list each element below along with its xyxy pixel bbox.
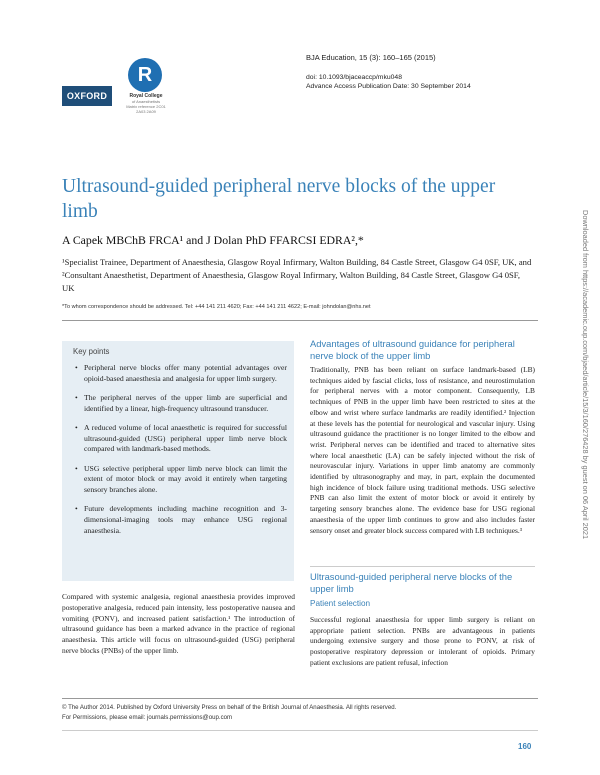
section-body-advantages: Traditionally, PNB has been reliant on surface landmark-based (LB) techniques aided by fascial clicks, loss of resistance, and neurostimulation for peripheral nerves with a motor component. Consequently, LB techniques of PNB in the upper limb have been restricted to sites at the elbow and wrist where surface landmarks are readily identified.² Injection at these levels has the potential for neurological and vascular injury. Using ultrasound guidance the practitioner is no longer limited to the elbow and wrist. Peripheral nerves can be identified and traced to alternative sites where local anaesthetic (LA) can be safely injected without the risk of neurovascular injury. Variations in upper limb anatomy are commonly identified by ultrasonography and may, in part, explain the documented high incidence of block failure using traditional methods. USG selective PNB can also limit the extent of motor block or avoid it entirely by targeting sensory branches alone. The evidence base for USG regional anaesthesia of the upper limb continues to grow and also includes faster sensory onset and greater block success compared with LB techniques.³ (310, 365, 535, 535)
section-heading-usg-blocks: Ultrasound-guided peripheral nerve blocks of the upper limb (310, 571, 513, 594)
key-point-item: • Peripheral nerve blocks offer many potential advantages over opioid-based anaesthesia and analgesia for upper limb surgery. (84, 363, 287, 384)
divider (62, 320, 538, 321)
article-title: Ultrasound-guided peripheral nerve blocks of the upper limb (62, 176, 496, 222)
download-sidebar (579, 210, 593, 590)
oxford-logo: OXFORD (62, 86, 112, 106)
section-body-patient-selection: Successful regional anaesthesia for upper limb surgery is reliant on appropriate patient selection. PNBs are advantageous in patients undergoing extensive surgery and those prone to PONV, at risk of postoperative respiratory depression or intolerant of opioids. Primary patient exclusions are patient refusal, infection (310, 615, 535, 667)
correspondence: *To whom correspondence should be addressed. Tel: +44 141 211 4620; Fax: +44 141 211 4622; E-mail: johndolan@nhs.net (62, 304, 371, 310)
permissions-notice: For Permissions, please email: journals.permissions@oup.com (62, 714, 233, 721)
rcoa-line: 2A03 2A09 (136, 109, 156, 114)
download-note: Downloaded from https://academic.oup.com/bjaed/article/15/3/160/276428 by guest on 06 April 2021 (581, 210, 590, 540)
affiliations: ¹Specialist Trainee, Department of Anaesthesia, Glasgow Royal Infirmary, Walton Building, 84 Castle Street, Glasgow G4 0SF, UK, and ²Consultant Anaesthetist, Department of Anaesthesia, Glasgow Royal Infirmary, Walton Building, 84 Castle Street, Glasgow G4 0SF, UK (62, 257, 532, 293)
key-point-item: • Future developments including machine recognition and 3-dimensional-imaging tools may enhance USG regional anaesthesia. (84, 504, 287, 536)
key-point-item: • USG selective peripheral upper limb nerve block can limit the extent of motor block or may avoid it entirely when targeting sensory branches alone. (84, 464, 287, 496)
intro-paragraph: Compared with systemic analgesia, regional anaesthesia provides improved postoperative analgesia, reduced pain intensity, less postoperative nausea and vomiting (PONV), and increased patient satisfaction.¹ The introduction of ultrasound guidance has been a marked advance in the practice of regional anaesthesia. This article will focus on ultrasound-guided (USG) peripheral nerve blocks (PNBs) of the upper limb. (62, 592, 295, 655)
key-point-item: • The peripheral nerves of the upper limb are superficial and identified by a linear, high-frequency ultrasound transducer. (84, 393, 287, 414)
divider (62, 698, 538, 699)
rcoa-logo-caption (118, 94, 174, 114)
key-points-box (62, 341, 294, 581)
divider (310, 566, 535, 567)
rcoa-line: Matrix reference 2C01 (126, 104, 166, 109)
journal-citation: BJA Education, 15 (3): 160–165 (2015) (306, 53, 436, 62)
rcoa-logo-icon: R (128, 58, 162, 92)
key-points-title: Key points (73, 347, 110, 356)
copyright-notice: © The Author 2014. Published by Oxford University Press on behalf of the British Journal of Anaesthesia. All rights reserved. (62, 704, 397, 711)
section-heading-advantages: Advantages of ultrasound guidance for peripheral nerve block of the upper limb (310, 338, 515, 361)
rcoa-line: of Anaesthetists (131, 99, 161, 104)
author-list: A Capek MBChB FRCA¹ and J Dolan PhD FFARCSI EDRA²,* (62, 233, 364, 247)
divider (62, 730, 538, 731)
doi-link[interactable]: doi: 10.1093/bjaceaccp/mku048 (306, 74, 402, 81)
page-number: 160 (518, 742, 532, 751)
subsection-heading-patient-selection: Patient selection (310, 599, 371, 608)
key-points-list (62, 363, 287, 545)
advance-access-date: Advance Access Publication Date: 30 September 2014 (306, 83, 471, 90)
rcoa-line: Royal College (129, 93, 163, 99)
key-point-item: • A reduced volume of local anaesthetic is required for successful ultrasound-guided (USG) peripheral upper limb nerve block compared with landmark-based methods. (84, 423, 287, 455)
